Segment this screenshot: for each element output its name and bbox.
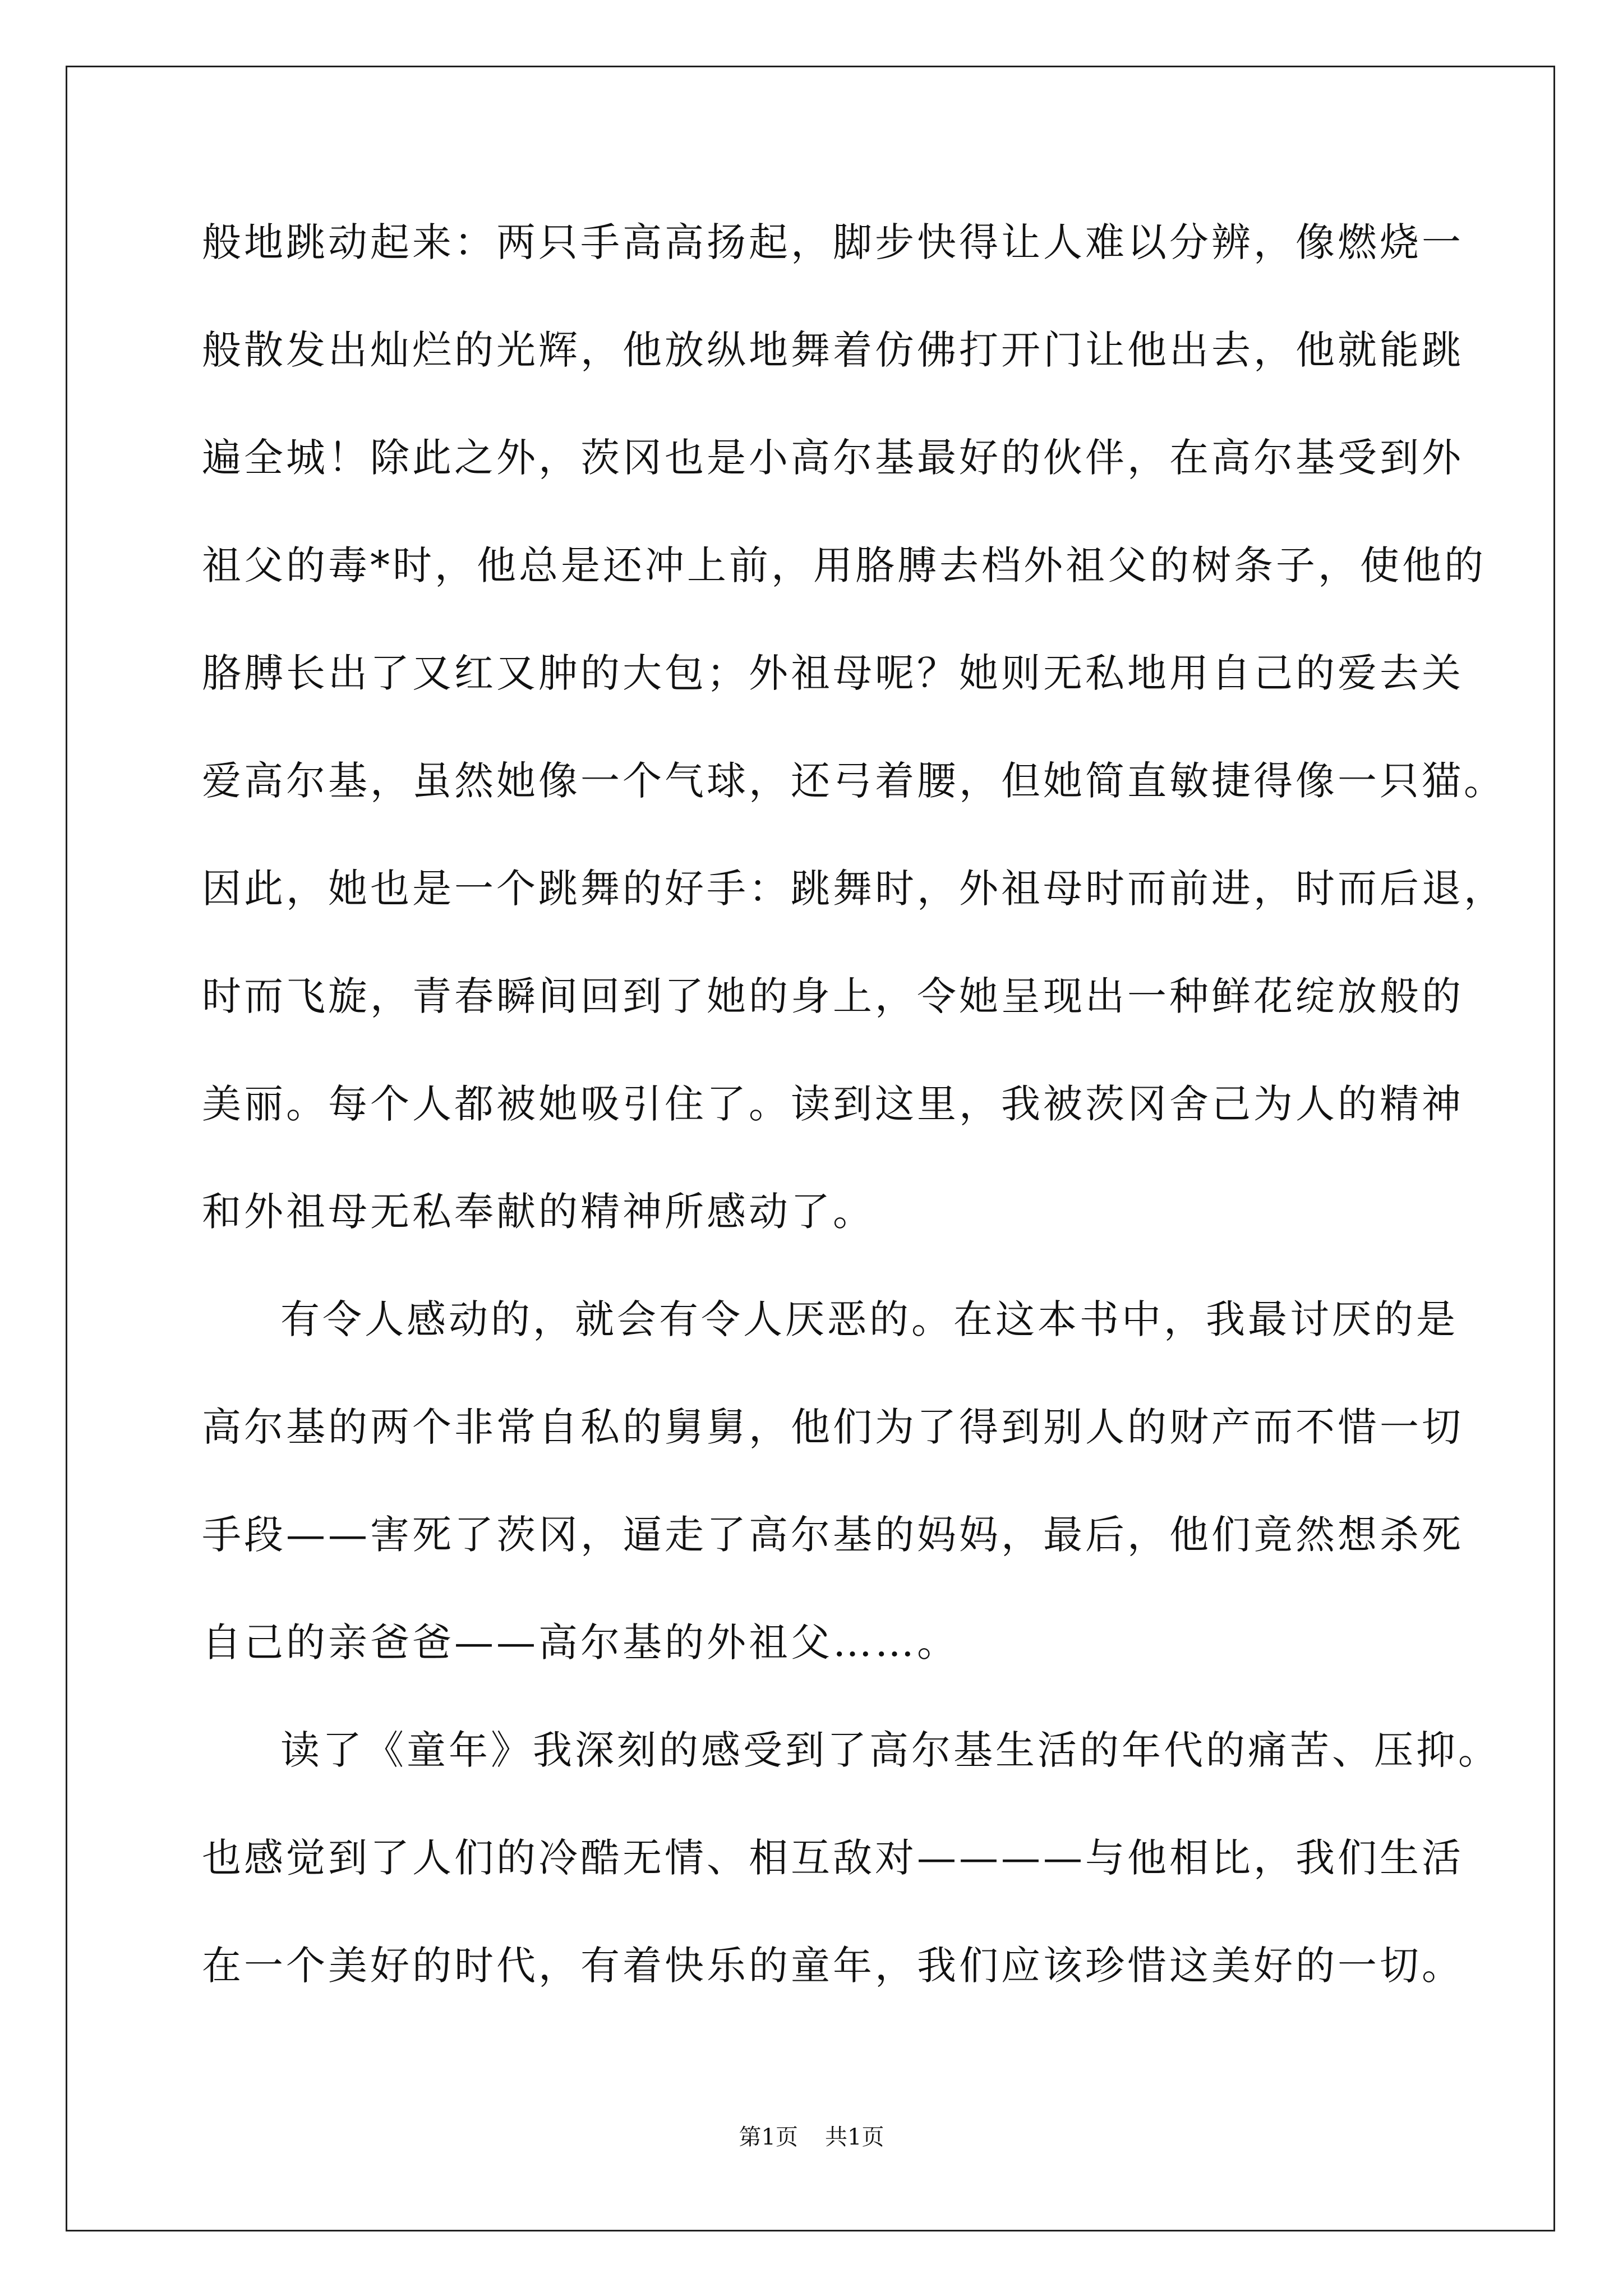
text-line: 美丽。每个人都被她吸引住了。读到这里，我被茨冈舍己为人的精神 (202, 1081, 1464, 1127)
text-line: 祖父的毒*时，他总是还冲上前，用胳膊去档外祖父的树条子，使他的 (202, 542, 1486, 588)
page-footer (0, 2120, 1623, 2154)
text-line: 也感觉到了人们的冷酷无情、相互敌对————与他相比，我们生活 (202, 1835, 1464, 1881)
text-line: 爱高尔基，虽然她像一个气球，还弓着腰，但她简直敏捷得像一只猫。 (202, 758, 1506, 804)
page-total: 共1页 (825, 2124, 884, 2150)
text-line: 遍全城！除此之外，茨冈也是小高尔基最好的伙伴，在高尔基受到外 (202, 435, 1464, 481)
text-line: 胳膊长出了又红又肿的大包；外祖母呢？她则无私地用自己的爱去关 (202, 650, 1464, 696)
text-line: 和外祖母无私奉献的精神所感动了。 (202, 1189, 875, 1235)
document-body (202, 188, 1506, 2019)
text-line: 在一个美好的时代，有着快乐的童年，我们应该珍惜这美好的一切。 (202, 1943, 1464, 1989)
text-line: 因此，她也是一个跳舞的好手：跳舞时，外祖母时而前进，时而后退， (202, 866, 1506, 912)
text-line: 手段——害死了茨冈，逼走了高尔基的妈妈，最后，他们竟然想杀死 (202, 1512, 1464, 1558)
text-line: 时而飞旋，青春瞬间回到了她的身上，令她呈现出一种鲜花绽放般的 (202, 973, 1464, 1019)
text-line: 般地跳动起来：两只手高高扬起，脚步快得让人难以分辨，像燃烧一 (202, 219, 1464, 265)
text-line: 般散发出灿烂的光辉，他放纵地舞着仿佛打开门让他出去，他就能跳 (202, 327, 1464, 373)
text-line: 自己的亲爸爸——高尔基的外祖父……。 (202, 1619, 959, 1665)
page-number: 第1页 (739, 2124, 798, 2150)
paragraph-start-line: 有令人感动的，就会有令人厌恶的。在这本书中，我最讨厌的是 (280, 1296, 1458, 1342)
text-line: 高尔基的两个非常自私的舅舅，他们为了得到别人的财产而不惜一切 (202, 1404, 1464, 1450)
paragraph-start-line: 读了《童年》我深刻的感受到了高尔基生活的年代的痛苦、压抑。 (280, 1727, 1500, 1773)
